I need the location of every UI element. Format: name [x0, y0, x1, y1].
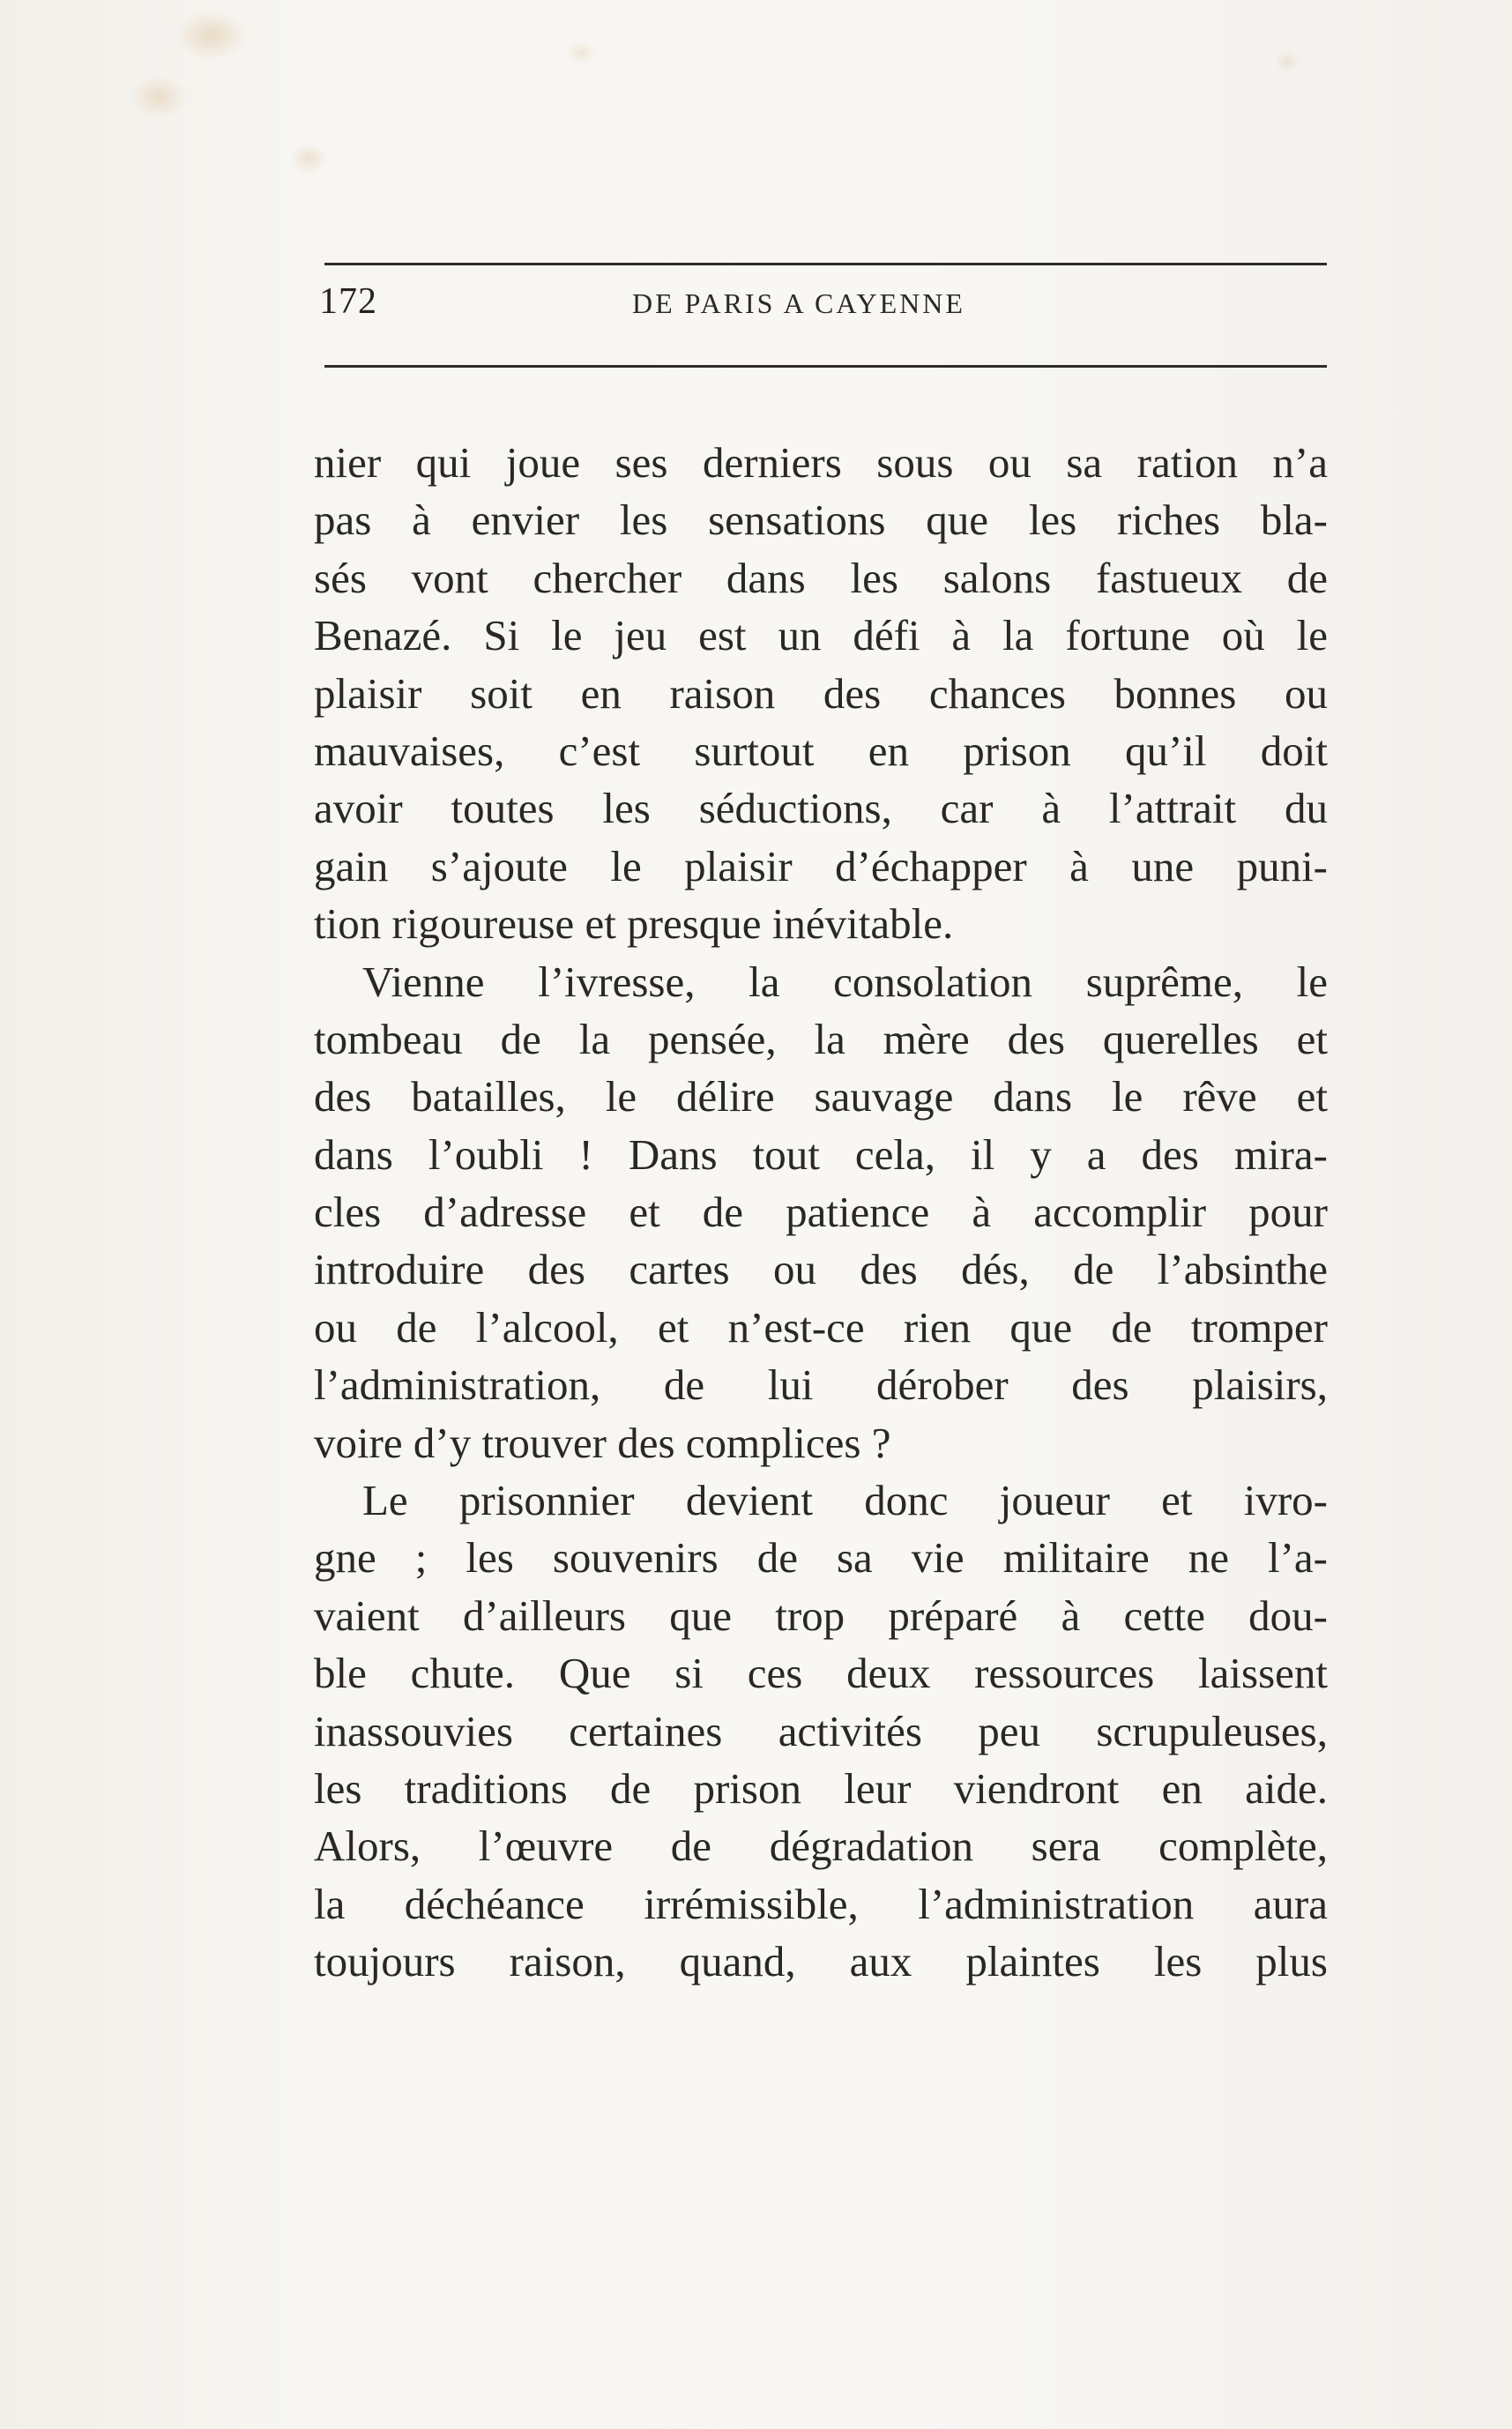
header-top-rule — [324, 263, 1327, 265]
running-header — [319, 280, 1327, 342]
text-line: la déchéance irrémissible, l’administration aura — [314, 1879, 1328, 1928]
text-line: tion rigoureuse et presque inévitable. — [314, 899, 954, 949]
text-line: nier qui joue ses derniers sous ou sa ration n’a — [314, 438, 1328, 487]
text-line: avoir toutes les séductions, car à l’attrait du — [314, 784, 1328, 833]
text-line: inassouvies certaines activités peu scrupuleuses, — [314, 1706, 1328, 1755]
running-title: DE PARIS A CAYENNE — [632, 287, 965, 319]
text-line: Alors, l’œuvre de dégradation sera complète, — [314, 1822, 1328, 1871]
body-text — [314, 434, 1328, 1991]
text-line: sés vont chercher dans les salons fastueux de — [314, 553, 1328, 602]
text-line: ble chute. Que si ces deux ressources laissent — [314, 1649, 1328, 1698]
text-line: introduire des cartes ou des dés, de l’absinthe — [314, 1245, 1328, 1294]
paragraph-2 — [314, 953, 1328, 1472]
text-line: Le prisonnier devient donc joueur et ivro- — [362, 1476, 1328, 1525]
text-line: mauvaises, c’est surtout en prison qu’il doit — [314, 726, 1328, 775]
page-number: 172 — [319, 281, 377, 322]
paragraph-3 — [314, 1472, 1328, 1991]
text-line: voire d’y trouver des complices ? — [314, 1418, 891, 1467]
text-line: Benazé. Si le jeu est un défi à la fortune où le — [314, 611, 1328, 660]
text-line: cles d’adresse et de patience à accomplir pour — [314, 1188, 1328, 1237]
header-bottom-rule — [324, 365, 1327, 368]
text-line: vaient d’ailleurs que trop préparé à cette dou- — [314, 1591, 1328, 1640]
text-line: plaisir soit en raison des chances bonnes ou — [314, 668, 1328, 718]
text-line: ou de l’alcool, et n’est-ce rien que de tromper — [314, 1302, 1328, 1352]
text-line: dans l’oubli ! Dans tout cela, il y a des mira- — [314, 1129, 1328, 1179]
text-line: pas à envier les sensations que les riches bla- — [314, 495, 1328, 545]
text-line: toujours raison, quand, aux plaintes les plus — [314, 1937, 1328, 1986]
text-line: des batailles, le délire sauvage dans le rêve et — [314, 1072, 1328, 1121]
text-line: tombeau de la pensée, la mère des querelles et — [314, 1014, 1328, 1063]
text-line: l’administration, de lui dérober des plaisirs, — [314, 1360, 1328, 1410]
text-line: les traditions de prison leur viendront en aide. — [314, 1763, 1328, 1813]
paragraph-1 — [314, 434, 1328, 953]
text-line: Vienne l’ivresse, la consolation suprême, le — [362, 957, 1328, 1006]
text-line: gain s’ajoute le plaisir d’échapper à une puni- — [314, 841, 1328, 890]
text-line: gne ; les souvenirs de sa vie militaire ne l’a- — [314, 1533, 1328, 1583]
